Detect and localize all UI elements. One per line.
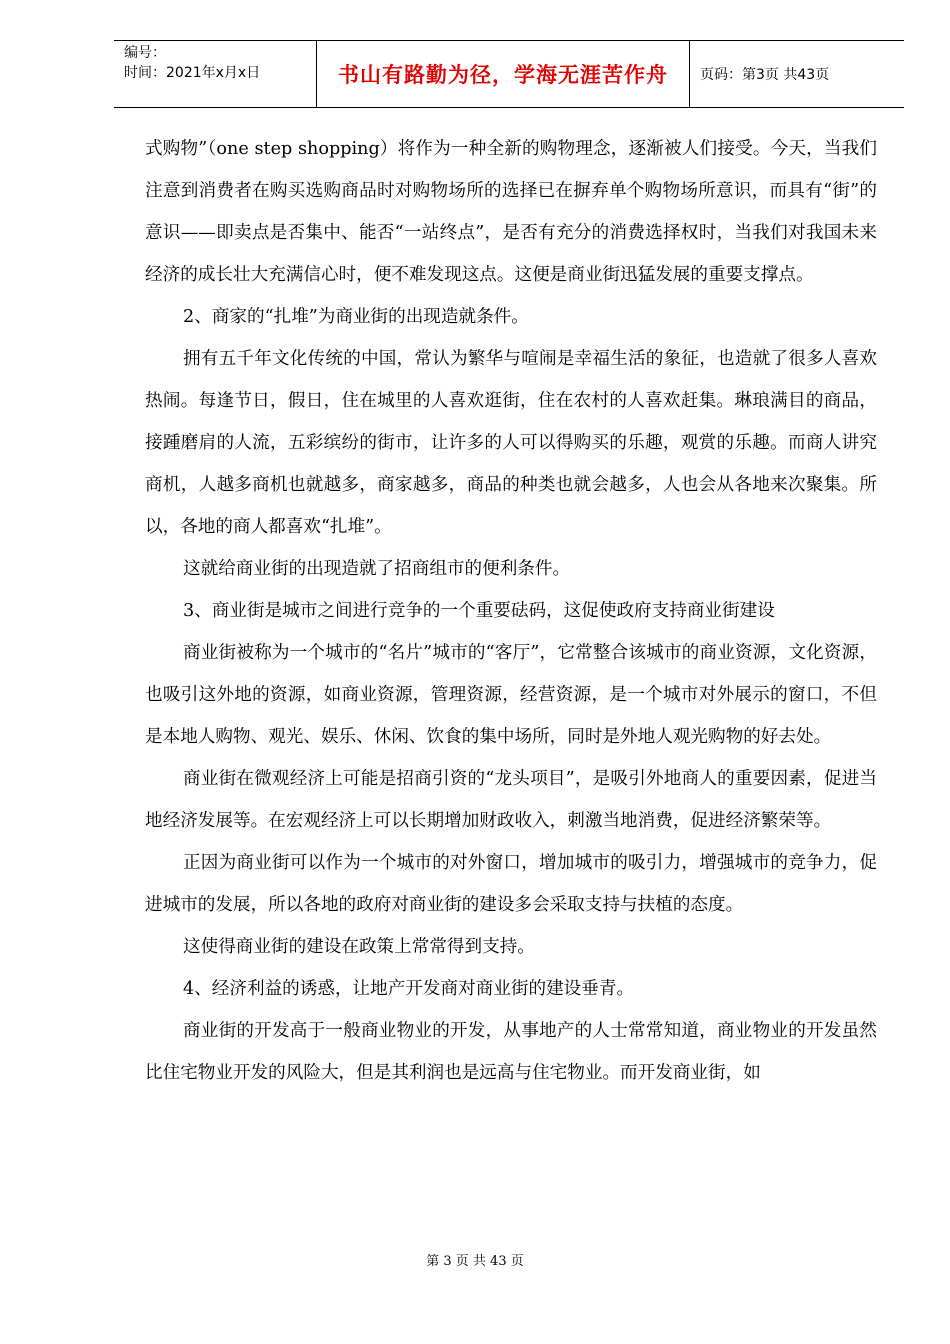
- header-date: 时间：2021年x月x日: [124, 65, 261, 81]
- page-header: [114, 40, 904, 108]
- paragraph: 商业街在微观经济上可能是招商引资的“龙头项目”，是吸引外地商人的重要因素，促进当地经济发展等。在宏观经济上可以长期增加财政收入，刺激当地消费，促进经济繁荣等。: [145, 769, 877, 831]
- paragraph: 商业街的开发高于一般商业物业的开发，从事地产的人士常常知道，商业物业的开发虽然比住宅物业开发的风险大，但是其利润也是远高与住宅物业。而开发商业街，如: [145, 1021, 877, 1083]
- page-footer: 第 3 页 共 43 页: [426, 1254, 524, 1269]
- header-motto: 书山有路勤为径，学海无涯苦作舟: [338, 63, 668, 87]
- header-motto-cell: [316, 41, 690, 107]
- paragraph: 3、商业街是城市之间进行竞争的一个重要砝码，这促使政府支持商业街建设: [183, 601, 775, 621]
- paragraph: 这就给商业街的出现造就了招商组市的便利条件。: [183, 559, 571, 579]
- paragraph: 正因为商业街可以作为一个城市的对外窗口，增加城市的吸引力，增强城市的竞争力，促进城市的发展，所以各地的政府对商业街的建设多会采取支持与扶植的态度。: [145, 853, 877, 915]
- header-page-info: 页码：第3页 共43页: [700, 67, 830, 83]
- paragraph: 这使得商业街的建设在政策上常常得到支持。: [183, 937, 535, 957]
- header-serial-label: 编号：: [124, 45, 166, 61]
- paragraph: 式购物”（one step shopping）将作为一种全新的购物理念，逐渐被人们接受。今天，当我们注意到消费者在购买选购商品时对购物场所的选择已在摒弃单个购物场所意识，而具有“街”的意识——即卖点是否集中、能否“一站终点”，是否有充分的消费选择权时，当我们对我国未来经济的成长壮大充满信心时，便不难发现这点。这便是商业街迅猛发展的重要支撑点。: [145, 139, 877, 285]
- header-meta: [114, 41, 316, 107]
- paragraph: 商业街被称为一个城市的“名片”城市的“客厅”，它常整合该城市的商业资源，文化资源，也吸引这外地的资源，如商业资源，管理资源，经营资源，是一个城市对外展示的窗口，不但是本地人购物、观光、娱乐、休闲、饮食的集中场所，同时是外地人观光购物的好去处。: [145, 643, 877, 747]
- document-body: [145, 128, 877, 1094]
- paragraph: 拥有五千年文化传统的中国，常认为繁华与喧闹是幸福生活的象征，也造就了很多人喜欢热闹。每逢节日，假日，住在城里的人喜欢逛街，住在农村的人喜欢赶集。琳琅满目的商品，接踵磨肩的人流，五彩缤纷的街市，让许多的人可以得购买的乐趣，观赏的乐趣。而商人讲究商机，人越多商机也就越多，商家越多，商品的种类也就会越多，人也会从各地来次聚集。所以，各地的商人都喜欢“扎堆”。: [145, 349, 877, 537]
- paragraph: 4、经济利益的诱惑，让地产开发商对商业街的建设垂青。: [183, 979, 635, 999]
- paragraph: 2、商家的“扎堆”为商业街的出现造就条件。: [183, 307, 529, 327]
